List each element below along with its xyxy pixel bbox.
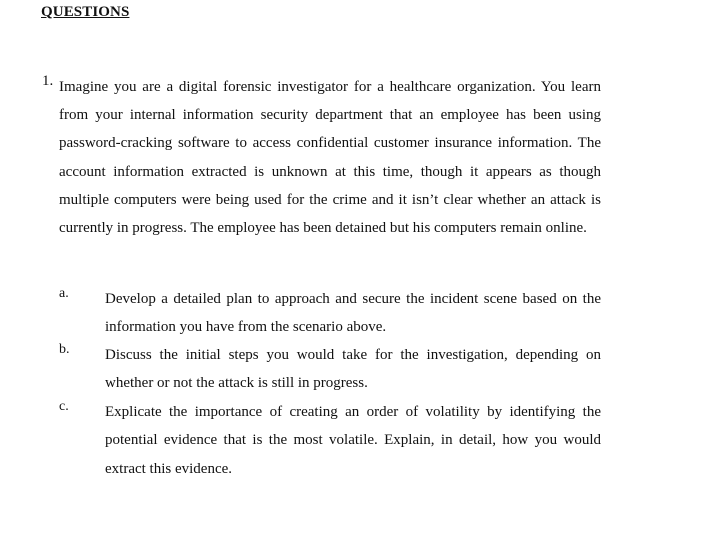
item-b-letter: b. xyxy=(59,342,70,357)
item-c-letter: c. xyxy=(59,399,69,414)
item-a-letter: a. xyxy=(59,286,69,301)
section-heading: QUESTIONS xyxy=(41,4,130,20)
item-b-text: Discuss the initial steps you would take for the investigation, depending on whether or not the attack is still in progress. xyxy=(105,347,601,392)
item-c-text: Explicate the importance of creating an order of volatility by identifying the potential evidence that is the most volatile. Explain, in detail, how you would extract this evidence. xyxy=(105,404,601,477)
question-number: 1. xyxy=(42,73,54,89)
question-text: Imagine you are a digital forensic investigator for a healthcare organization. You learn from your internal information security department that an employee has been using password-cracking software to access confidential customer insurance information. The account information extracted is unknown at this time, though it appears as though multiple computers were being used for the crime and it isn’t clear whether an attack is currently in progress. The employee has been detained but his computers remain online. xyxy=(59,79,601,237)
item-a-text: Develop a detailed plan to approach and secure the incident scene based on the information you have from the scenario above. xyxy=(105,291,601,336)
